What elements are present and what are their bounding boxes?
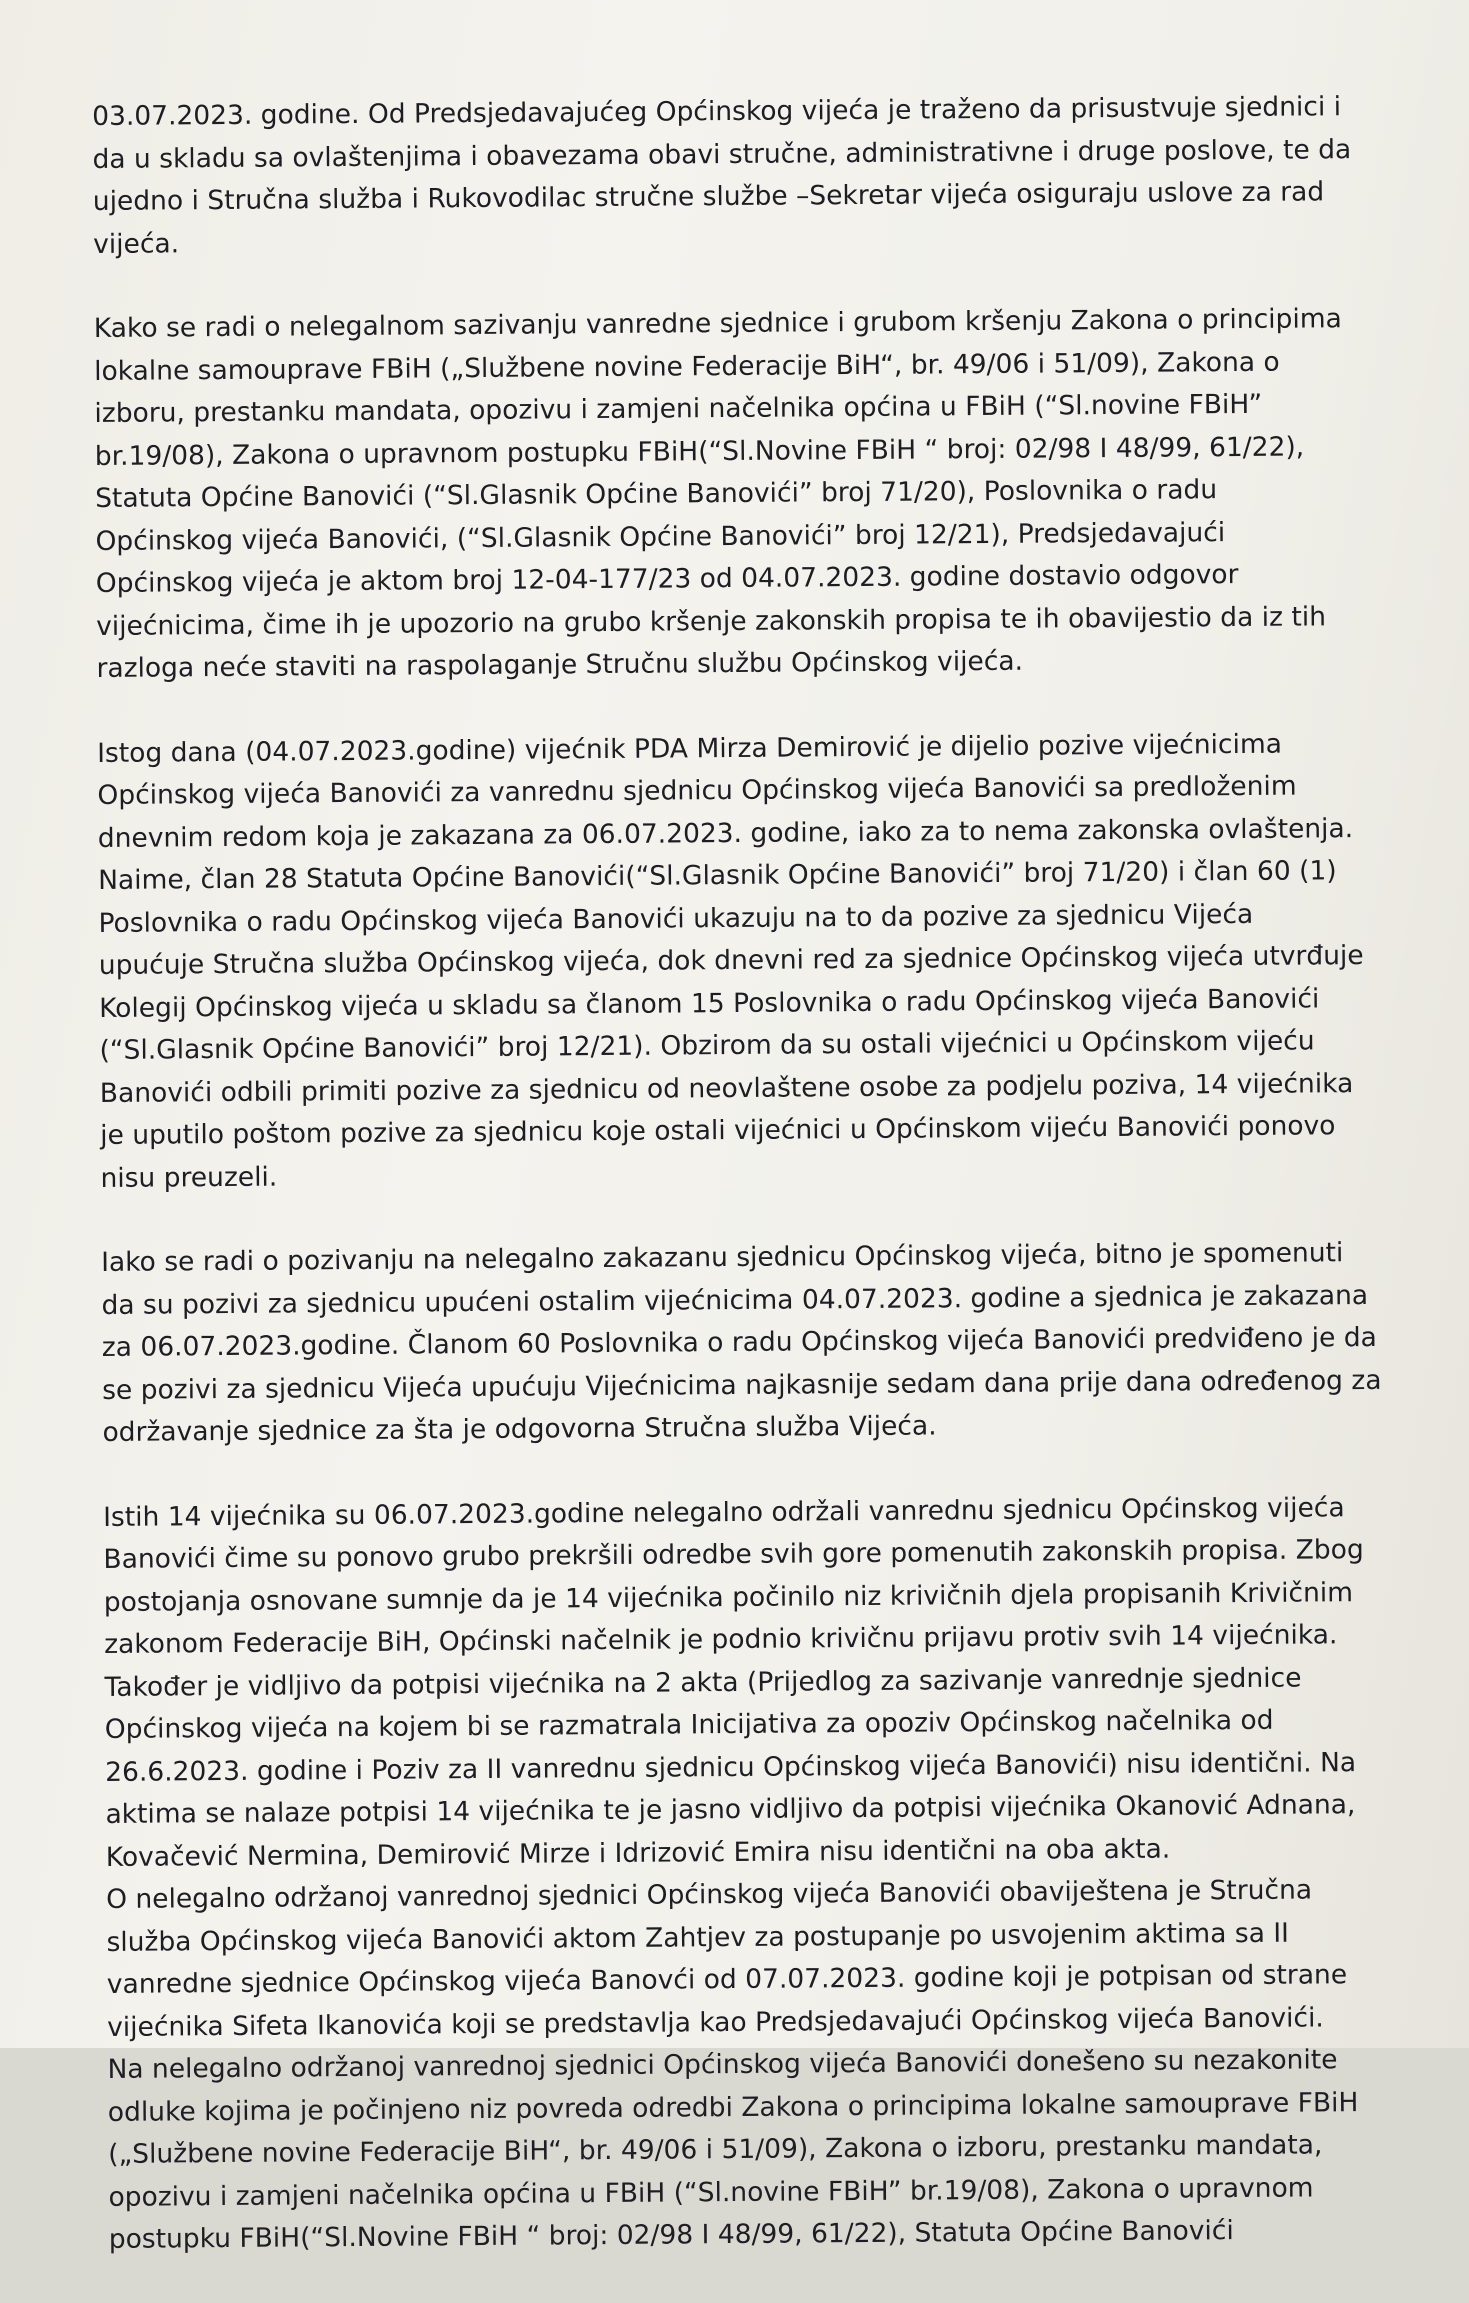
text-line: Banovići odbili primiti pozive za sjednicu od neovlaštene osobe za podjelu poziva, 14 vijećnika xyxy=(99,1067,1354,1109)
text-line: odluke kojima je počinjeno niz povreda odredbi Zakona o principima lokalne samouprave FBiH xyxy=(107,2086,1359,2128)
text-line: O nelegalno održanoj vanrednoj sjednici Općinskog vijeća Banovići obaviještena je Stručna xyxy=(106,1874,1313,1915)
text-line: Također je vidljivo da potpisi vijećnika na 2 akta (Prijedlog za sazivanje vanrednje sjednice xyxy=(104,1662,1302,1703)
text-line: služba Općinskog vijeća Banovići aktom Zahtjev za postupanje po usvojenim aktima sa II xyxy=(106,1917,1290,1958)
paragraph-5 xyxy=(103,1486,1399,2261)
text-line: vijećnicima, čime ih je upozorio na grubo kršenje zakonskih propisa te ih obavijestio da iz tih xyxy=(96,600,1327,642)
text-line: 26.6.2023. godine i Poziv za II vanrednu sjednicu Općinskog vijeća Banovići) nisu identični. Na xyxy=(105,1746,1357,1788)
text-line: razloga neće staviti na raspolaganje Stručnu službu Općinskog vijeća. xyxy=(96,645,1024,684)
text-line: Statuta Općine Banovići (“Sl.Glasnik Općine Banovići” broj 71/20), Poslovnika o radu xyxy=(95,474,1218,514)
text-line: se pozivi za sjednicu Vijeća upućuju Vijećnicima najkasnije sedam dana prije dana određenog za xyxy=(102,1364,1382,1406)
text-line: održavanje sjednice za šta je odgovorna Stručna služba Vijeća. xyxy=(102,1410,937,1448)
text-line: vijeća. xyxy=(93,227,180,260)
text-line: postojanja osnovane sumnje da je 14 vijećnika počinilo niz krivičnih djela propisanih Krivičnim xyxy=(103,1576,1354,1618)
paragraph-4 xyxy=(101,1232,1393,1455)
text-line: (“Sl.Glasnik Općine Banovići” broj 12/21). Obzirom da su ostali vijećnici u Općinskom vijeću xyxy=(99,1025,1315,1066)
text-line: Kako se radi o nelegalnom sazivanju vanredne sjednice i grubom kršenju Zakona o principima xyxy=(93,303,1342,344)
paragraph-2 xyxy=(94,298,1387,691)
text-line: lokalne samouprave FBiH („Službene novine Federacije BiH“, br. 49/06 i 51/09), Zakona o xyxy=(94,346,1280,387)
text-line: Istih 14 vijećnika su 06.07.2023.godine nelegalno održali vanrednu sjednicu Općinskog vijeća xyxy=(103,1491,1345,1533)
text-line: da u skladu sa ovlaštenjima i obavezama obavi stručne, administrativne i druge poslove, te da xyxy=(92,133,1352,175)
text-line: aktima se nalaze potpisi 14 vijećnika te je jasno vidljivo da potpisi vijećnika Okanović Adnana, xyxy=(105,1789,1356,1830)
paragraph-3 xyxy=(97,722,1391,1200)
text-line: Istog dana (04.07.2023.godine) vijećnik PDA Mirza Demirović je dijelio pozive vijećnicima xyxy=(97,728,1283,769)
text-line: zakonom Federacije BiH, Općinski načelnik je podnio krivičnu prijavu protiv svih 14 vijećnika. xyxy=(104,1619,1338,1660)
text-line: nisu preuzeli. xyxy=(100,1161,278,1194)
text-line: Kovačević Nermina, Demirović Mirze i Idrizović Emira nisu identični na oba akta. xyxy=(105,1833,1171,1873)
text-line: Banovići čime su ponovo grubo prekršili odredbe svih gore pomenutih zakonskih propisa. Zbog xyxy=(103,1534,1364,1575)
text-line: vijećnika Sifeta Ikanovića koji se predstavlja kao Predsjedavajući Općinskog vijeća Banovići. xyxy=(107,2001,1324,2043)
document-body xyxy=(92,86,1399,2303)
text-line: upućuje Stručna služba Općinskog vijeća, dok dnevni red za sjednice Općinskog vijeća utvrđuje xyxy=(98,940,1364,981)
text-line: Općinskog vijeća na kojem bi se razmatrala Inicijativa za opoziv Općinskog načelnika od xyxy=(104,1704,1274,1745)
text-line: opozivu i zamjeni načelnika općina u FBiH (“Sl.novine FBiH” br.19/08), Zakona o upravnom xyxy=(108,2171,1314,2213)
text-line: Naime, član 28 Statuta Općine Banovići(“Sl.Glasnik Općine Banovići” broj 71/20) i član 60 (1) xyxy=(98,855,1337,896)
text-line: 03.07.2023. godine. Od Predsjedavajućeg Općinskog vijeća je traženo da prisustvuje sjednici i xyxy=(92,91,1342,132)
text-line: za 06.07.2023.godine. Članom 60 Poslovnika o radu Općinskog vijeća Banovići predviđeno je da xyxy=(101,1321,1377,1363)
text-line: Kolegij Općinskog vijeća u skladu sa članom 15 Poslovnika o radu Općinskog vijeća Banovići xyxy=(99,982,1320,1024)
text-line: Poslovnika o radu Općinskog vijeća Banovići ukazuju na to da pozive za sjednicu Vijeća xyxy=(98,898,1254,939)
text-line: ujedno i Stručna služba i Rukovodilac stručne službe –Sekretar vijeća osiguraju uslove za rad xyxy=(92,176,1325,217)
text-line: Na nelegalno održanoj vanrednoj sjednici Općinskog vijeća Banovići donešeno su nezakonite xyxy=(107,2044,1338,2085)
text-line: izboru, prestanku mandata, opozivu i zamjeni načelnika općina u FBiH (“Sl.novine FBiH” xyxy=(94,388,1263,429)
text-line: Općinskog vijeća Banovići, (“Sl.Glasnik Općine Banovići” broj 12/21), Predsjedavajući xyxy=(95,516,1226,557)
text-line: da su pozivi za sjednicu upućeni ostalim vijećnicima 04.07.2023. godine a sjednica je zakazana xyxy=(101,1279,1369,1321)
text-line: Općinskog vijeća je aktom broj 12-04-177/23 od 04.07.2023. godine dostavio odgovor xyxy=(95,559,1239,599)
text-line: dnevnim redom koja je zakazana za 06.07.2023. godine, iako za to nema zakonska ovlaštenja. xyxy=(97,812,1354,854)
text-line: je uputilo poštom pozive za sjednicu koje ostali vijećnici u Općinskom vijeću Banovići ponovo xyxy=(100,1110,1336,1151)
text-line: Općinskog vijeća Banovići za vanrednu sjednicu Općinskog vijeća Banovići sa predloženim xyxy=(97,770,1297,811)
text-line: vanredne sjednice Općinskog vijeća Banovći od 07.07.2023. godine koji je potpisan od strane xyxy=(106,1959,1348,2000)
text-line: („Službene novine Federacije BiH“, br. 49/06 i 51/09), Zakona o izboru, prestanku mandata, xyxy=(108,2129,1323,2170)
text-line: postupku FBiH(“Sl.Novine FBiH “ broj: 02/98 I 48/99, 61/22), Statuta Općine Banovići xyxy=(108,2215,1234,2255)
text-line: br.19/08), Zakona o upravnom postupku FBiH(“Sl.Novine FBiH “ broj: 02/98 I 48/99, 61/22), xyxy=(94,430,1305,472)
text-line: Iako se radi o pozivanju na nelegalno zakazanu sjednicu Općinskog vijeća, bitno je spomenuti xyxy=(101,1237,1344,1278)
paragraph-1 xyxy=(92,86,1383,266)
